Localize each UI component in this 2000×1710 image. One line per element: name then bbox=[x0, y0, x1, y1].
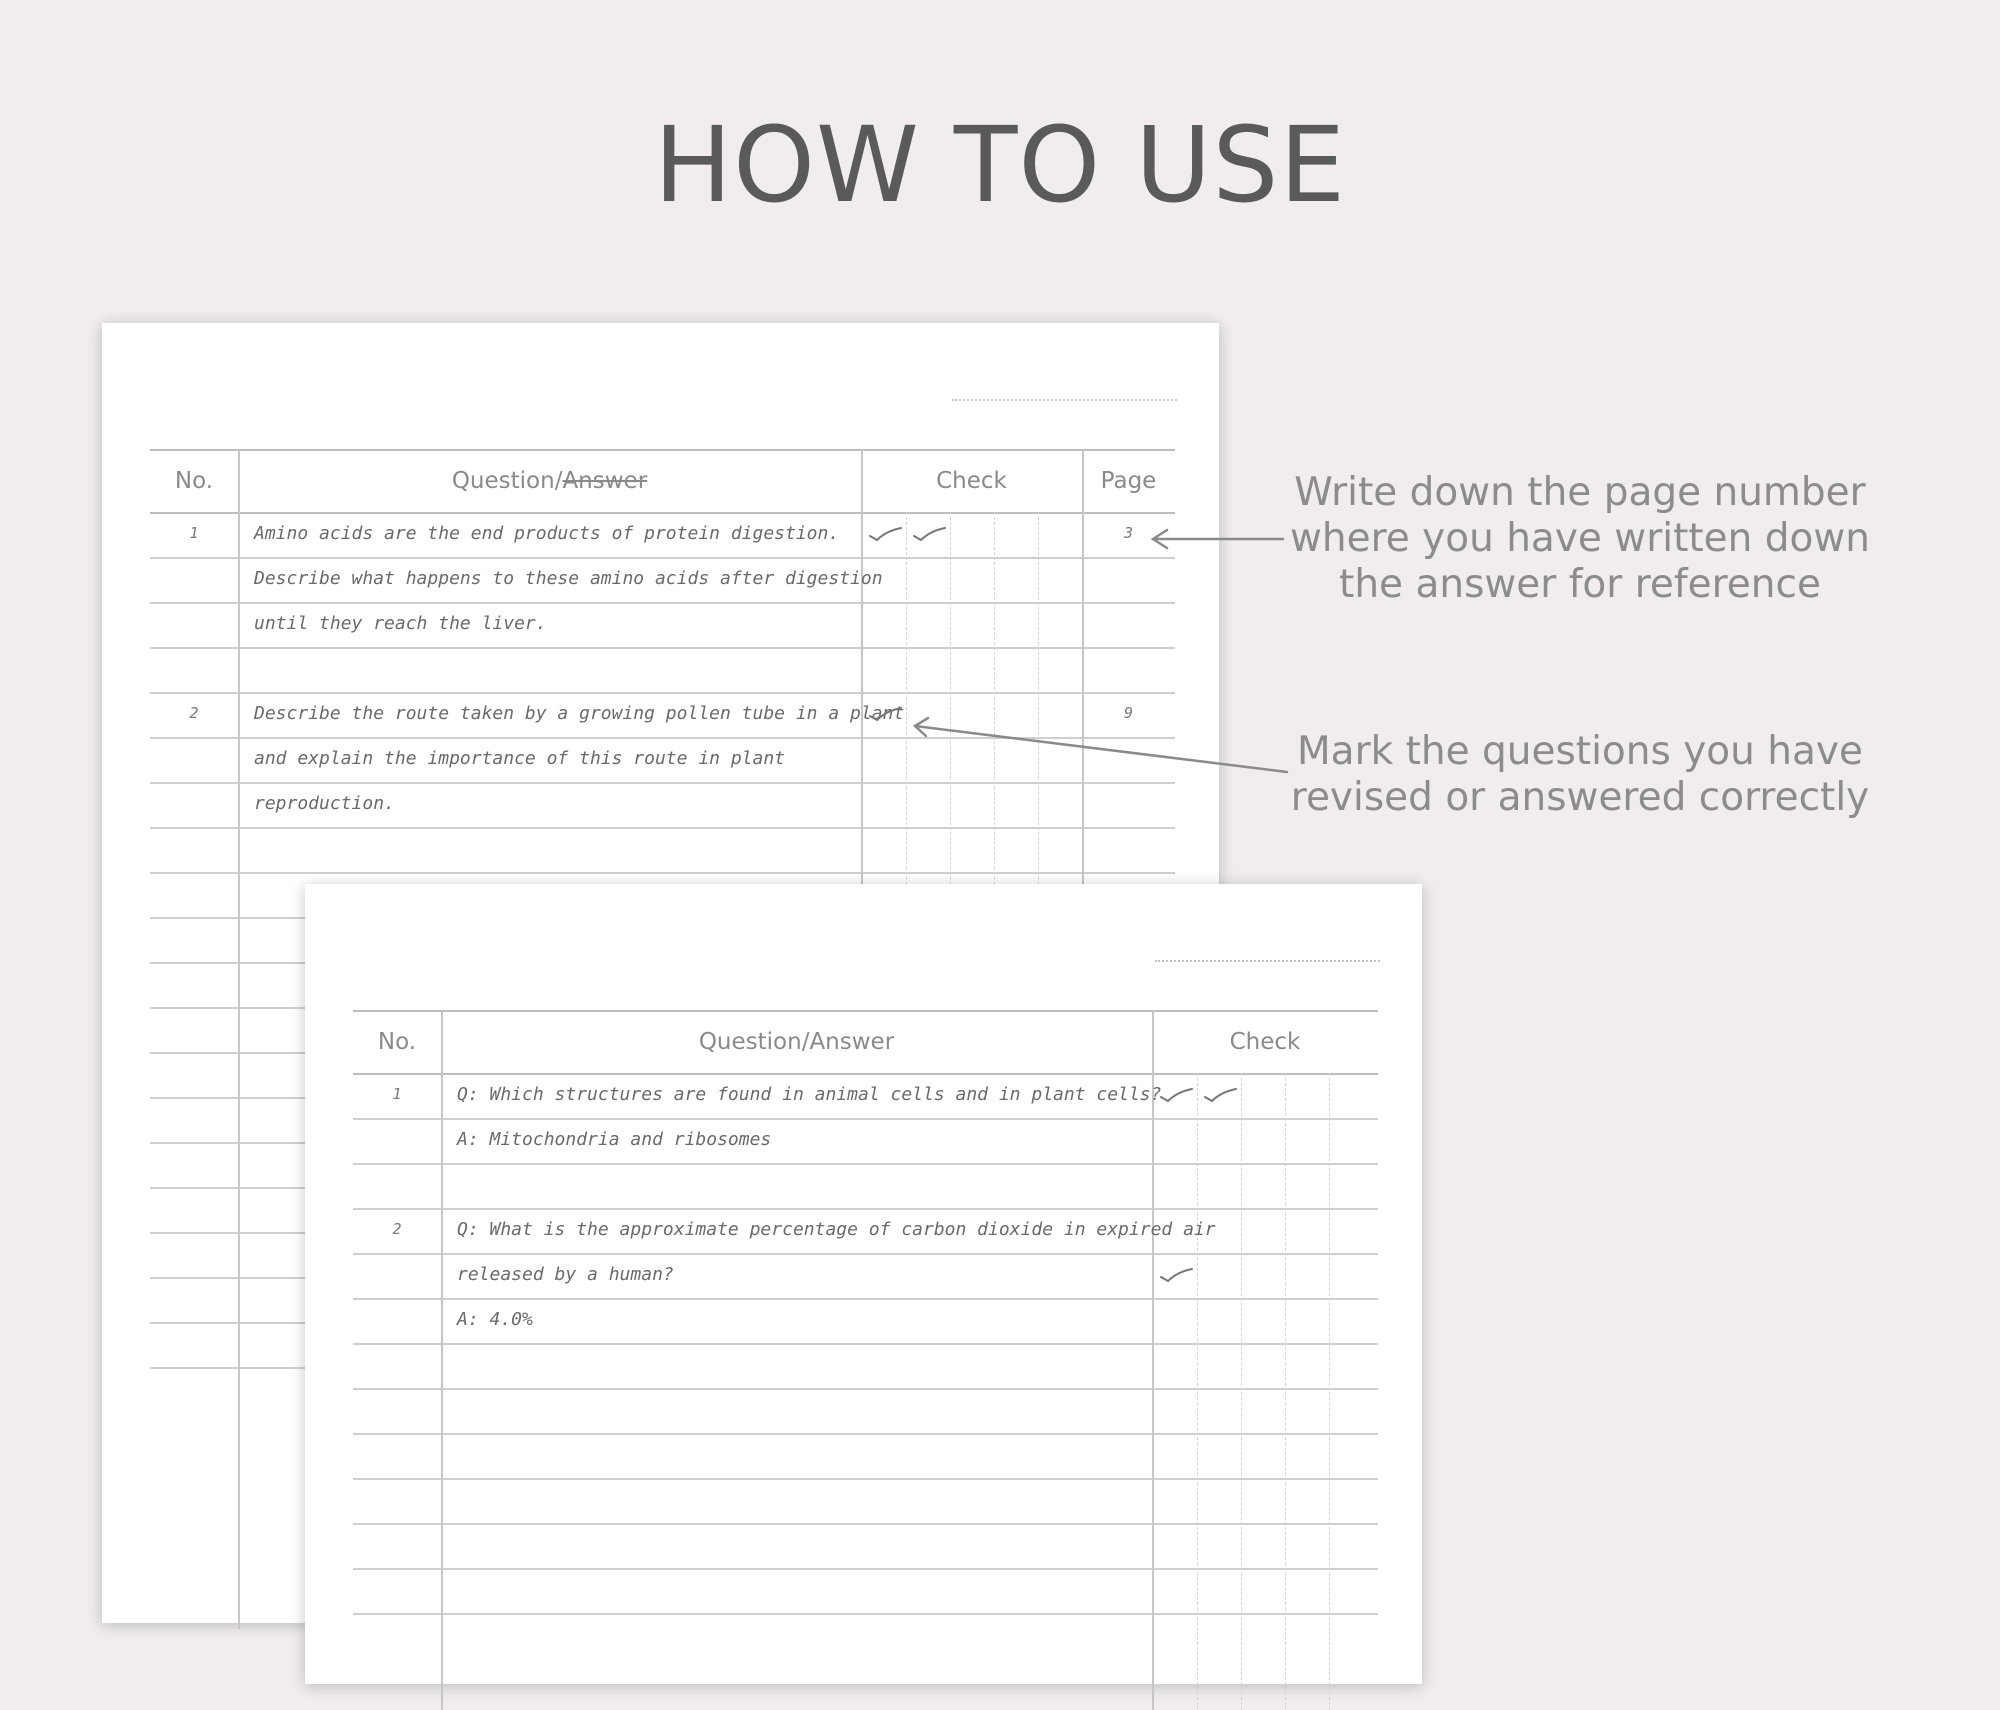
arrow-to-page-column bbox=[1153, 530, 1283, 548]
header-answer-struck: Answer bbox=[562, 468, 648, 494]
question-line: Q: What is the approximate percentage of carbon dioxide in expired air bbox=[457, 1219, 1216, 1240]
header-page: Page bbox=[1100, 468, 1157, 494]
entry-number: 1 bbox=[392, 1085, 402, 1103]
annotation-line: where you have written down bbox=[1289, 516, 1870, 561]
header-question-answer: Question/Answer bbox=[698, 1029, 895, 1055]
annotation-line: the answer for reference bbox=[1339, 562, 1821, 607]
question-line: Amino acids are the end products of protein digestion. bbox=[254, 523, 840, 544]
page-title: HOW TO USE bbox=[653, 104, 1347, 226]
header-no: No. bbox=[377, 1029, 417, 1055]
header-check: Check bbox=[1229, 1029, 1301, 1055]
question-line: Q: Which structures are found in animal cells and in plant cells? bbox=[457, 1084, 1162, 1105]
entry-number: 2 bbox=[189, 704, 199, 722]
question-line: Describe what happens to these amino acids after digestion bbox=[254, 568, 883, 589]
question-line: released by a human? bbox=[457, 1264, 674, 1285]
answer-line: A: 4.0% bbox=[457, 1309, 533, 1330]
question-line: Describe the route taken by a growing pollen tube in a plant bbox=[254, 703, 905, 724]
question-line: reproduction. bbox=[254, 793, 395, 814]
page-number: 3 bbox=[1123, 524, 1134, 542]
entry-number: 2 bbox=[392, 1220, 402, 1238]
header-question-label: Question/ bbox=[451, 468, 563, 494]
question-line: until they reach the liver. bbox=[254, 613, 547, 634]
question-line: and explain the importance of this route in plant bbox=[254, 748, 786, 769]
page-number: 9 bbox=[1123, 704, 1134, 722]
answer-line: A: Mitochondria and ribosomes bbox=[457, 1129, 772, 1150]
annotation-line: Write down the page number bbox=[1294, 470, 1866, 515]
header-no: No. bbox=[174, 468, 214, 494]
arrow-to-check-column bbox=[915, 718, 1287, 772]
annotation-line: revised or answered correctly bbox=[1290, 775, 1870, 820]
annotation-line: Mark the questions you have bbox=[1297, 729, 1863, 774]
header-check: Check bbox=[936, 468, 1007, 494]
entry-number: 1 bbox=[189, 524, 199, 542]
